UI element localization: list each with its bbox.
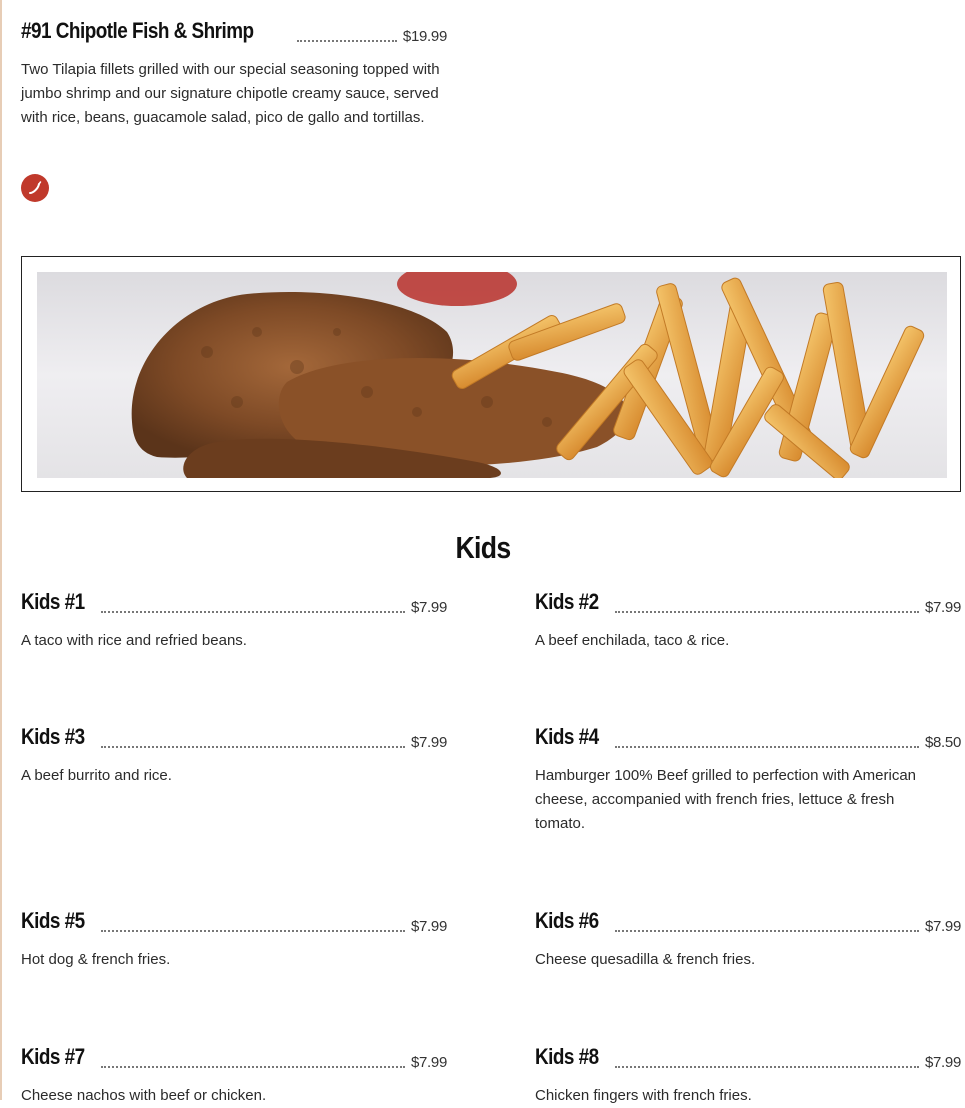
menu-item-name: Kids #3 [21,724,85,749]
menu-item-price: $7.99 [924,1054,961,1071]
dot-leader [101,610,405,613]
menu-item [21,724,447,788]
menu-item-price: $7.99 [410,918,447,935]
dot-leader [101,929,405,932]
menu-item-price: $7.99 [924,918,961,935]
menu-item-name: Kids #7 [21,1044,85,1069]
menu-item-description: Hot dog & french fries. [21,951,171,968]
menu-item-price: $8.50 [924,734,961,751]
menu-item-price: $19.99 [402,28,447,45]
menu-item-name: Kids #4 [535,724,599,749]
menu-item [535,589,961,653]
dot-leader [101,1065,405,1068]
menu-item-name: Kids #2 [535,589,599,614]
menu-item-name: Kids #8 [535,1044,599,1069]
menu-item-price: $7.99 [410,734,447,751]
menu-item-description: A beef enchilada, taco & rice. [535,632,730,649]
menu-item [535,908,961,972]
menu-item [21,908,447,972]
menu-item-price: $7.99 [410,1054,447,1071]
menu-item [21,589,447,653]
menu-item-description: Cheese quesadilla & french fries. [535,951,756,968]
menu-item-description: Hamburger 100% Beef grilled to perfection with American cheese, accompanied with french fries, lettuce & fresh tomato. [535,767,917,832]
menu-item-description: Cheese nachos with beef or chicken. [21,1087,267,1104]
menu-item-price: $7.99 [924,599,961,616]
dot-leader [101,745,405,748]
menu-item [535,1044,961,1108]
menu-item-price: $7.99 [410,599,447,616]
dot-leader [615,745,919,748]
menu-item-description: A taco with rice and refried beans. [21,632,247,649]
food-photo-frame [21,256,961,492]
section-title: Kids [454,530,511,565]
menu-item-description: Two Tilapia fillets grilled with our special seasoning topped with jumbo shrimp and our signature chipotle creamy sauce, served with rice, beans, guacamole salad, pico de gallo and tortillas. [21,61,440,126]
menu-item-name: Kids #1 [21,589,85,614]
dot-leader [615,1065,919,1068]
menu-item-featured [21,18,447,130]
dot-leader [615,610,919,613]
chicken-fingers-and-fries-photo [37,272,947,478]
menu-item-description: A beef burrito and rice. [21,767,172,784]
chili-pepper-icon [21,174,49,202]
menu-item-name: Kids #6 [535,908,599,933]
menu-item [21,1044,447,1108]
dot-leader [297,39,396,42]
dot-leader [615,929,919,932]
menu-item-name: #91 Chipotle Fish & Shrimp [21,18,254,43]
menu-item [535,724,961,836]
menu-item-name: Kids #5 [21,908,85,933]
menu-item-description: Chicken fingers with french fries. [535,1087,752,1104]
